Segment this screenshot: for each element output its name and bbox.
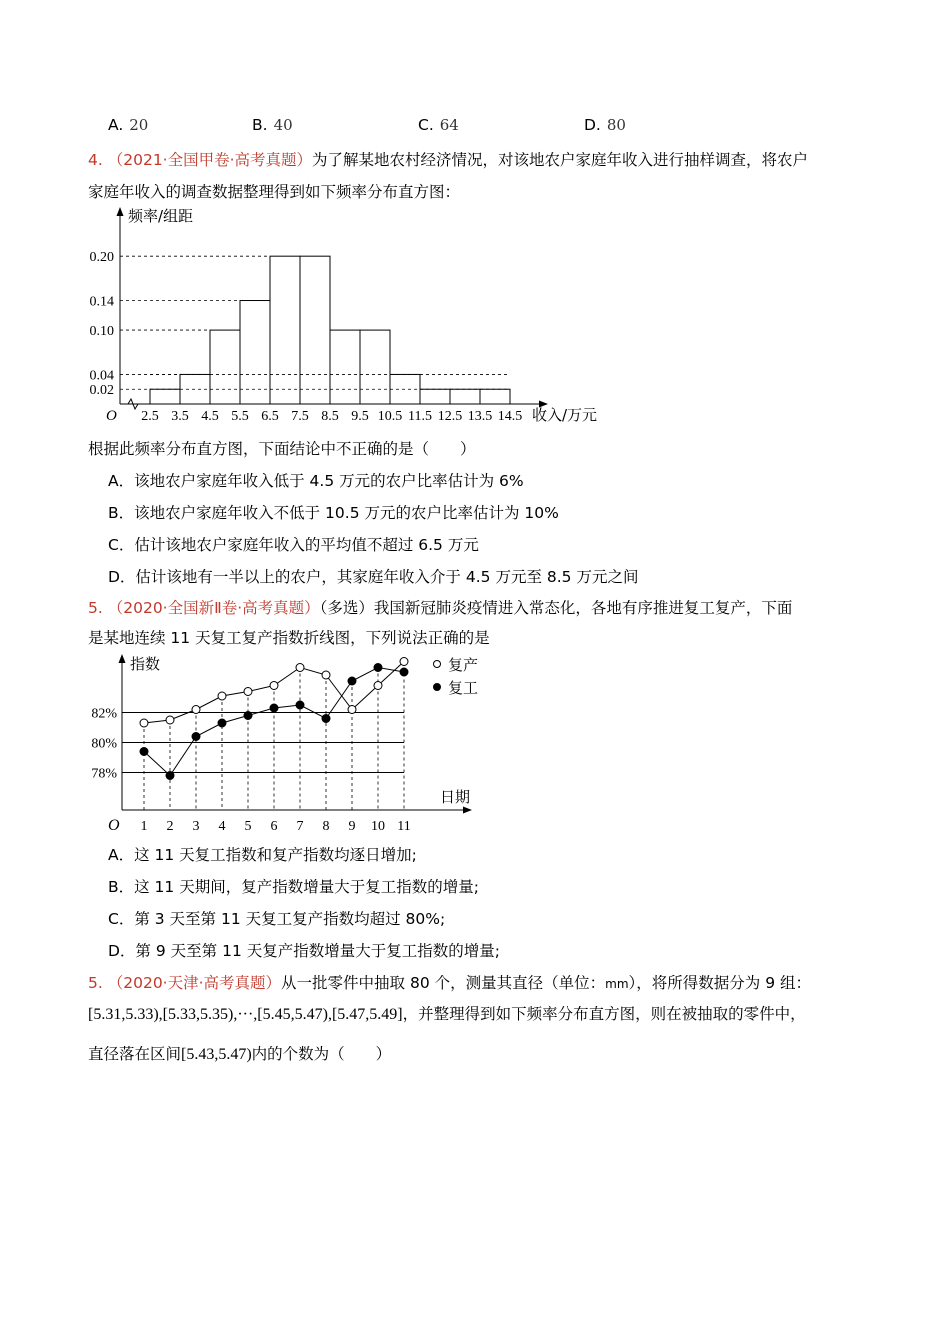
point-fugong: [348, 677, 356, 685]
q4-option-b: B．该地农户家庭年收入不低于 10.5 万元的农户比率估计为 10%: [108, 504, 559, 522]
y-tick-label: 0.04: [89, 368, 114, 384]
origin-label: O: [106, 408, 117, 424]
prev-option-d: [584, 116, 626, 134]
q5a-stem-line1: [88, 598, 792, 618]
legend-label: 复工: [448, 679, 479, 697]
option-value: 20: [129, 116, 149, 134]
y-axis-arrow: [117, 207, 124, 216]
y-tick-label: 0.02: [89, 383, 114, 399]
x-tick-label: 7.5: [291, 409, 309, 424]
point-fuchan: [296, 664, 304, 672]
y-axis-arrow: [119, 654, 126, 663]
point-fugong: [296, 701, 304, 709]
x-tick-label: 12.5: [437, 409, 463, 424]
x-tick-label: 6: [270, 819, 278, 834]
question-number: 5.: [88, 974, 103, 992]
q4-option-c: C．估计该地农户家庭年收入的平均值不超过 6.5 万元: [108, 536, 479, 554]
option-value: 40: [273, 116, 293, 134]
option-label: B.: [252, 116, 268, 134]
point-fugong: [322, 715, 330, 723]
unit-text: mm: [605, 977, 629, 991]
x-tick-label: 5.5: [231, 409, 249, 424]
legend-label: 复产: [448, 656, 479, 674]
origin-label: O: [108, 817, 120, 834]
point-fuchan: [322, 671, 330, 679]
interval-list: [5.31,5.33),[5.33,5.35),···,[5.45,5.47),[5.47,5.49]: [88, 1006, 403, 1023]
prev-option-a: [108, 116, 148, 134]
q5a-option-b: B．这 11 天期间，复产指数增量大于复工指数的增量;: [108, 878, 479, 896]
x-tick-label: 10.5: [377, 409, 403, 424]
x-axis-arrow: [463, 807, 472, 814]
x-tick-label: 9.5: [351, 409, 369, 424]
x-axis-label: 日期: [440, 788, 471, 806]
option-value: 80: [606, 116, 626, 134]
point-fuchan: [218, 692, 226, 700]
point-fuchan: [166, 716, 174, 724]
point-fuchan: [140, 719, 148, 727]
x-tick-label: 5: [244, 819, 252, 834]
x-tick-label: 11: [397, 819, 411, 834]
q5b-stem-line1: [88, 973, 811, 994]
question-source: （2021·全国甲卷·高考真题）: [107, 151, 313, 169]
point-fugong: [244, 712, 252, 720]
x-axis-label: 收入/万元: [532, 406, 598, 424]
interval-ask: [5.43,5.47): [181, 1046, 252, 1063]
legend-marker-filled: [434, 684, 441, 691]
question-source: （2020·全国新Ⅱ卷·高考真题）: [107, 599, 320, 617]
histogram-bar: [270, 256, 300, 404]
x-tick-label: 8: [322, 819, 330, 834]
y-tick-label: 80%: [91, 736, 117, 752]
q5b-stem-line3: [88, 1044, 391, 1065]
q5a-option-a: A．这 11 天复工指数和复产指数均逐日增加;: [108, 846, 417, 864]
y-axis-label: 频率/组距: [128, 207, 194, 225]
point-fuchan: [400, 658, 408, 666]
x-tick-label: 1: [140, 819, 148, 834]
q4-stem-line2: 家庭年收入的调查数据整理得到如下频率分布直方图：: [88, 183, 461, 201]
question-text: 从一批零件中抽取 80 个，测量其直径（单位：: [281, 974, 606, 992]
q5b-stem-line2: [88, 1004, 806, 1025]
x-tick-label: 9: [348, 819, 356, 834]
question-number: 4.: [88, 151, 103, 169]
q5a-option-c: C．第 3 天至第 11 天复工复产指数均超过 80%;: [108, 910, 446, 928]
x-tick-label: 7: [296, 819, 304, 834]
question-number: 5.: [88, 599, 103, 617]
question-text: 内的个数为（ ）: [251, 1045, 392, 1063]
q4-option-d: D．估计该地有一半以上的农户，其家庭年收入介于 4.5 万元至 8.5 万元之间: [108, 568, 639, 586]
q5a-option-d: D．第 9 天至第 11 天复产指数增量大于复工指数的增量;: [108, 942, 500, 960]
x-tick-label: 4.5: [201, 409, 219, 424]
question-text: （多选）我国新冠肺炎疫情进入常态化，各地有序推进复工复产，下面: [319, 599, 793, 617]
y-tick-label: 0.14: [89, 294, 114, 310]
question-text: ，并整理得到如下频率分布直方图，则在被抽取的零件中，: [402, 1005, 806, 1023]
x-tick-label: 6.5: [261, 409, 279, 424]
histogram-bar: [360, 330, 390, 404]
y-tick-label: 0.10: [89, 324, 114, 340]
option-value: 64: [439, 116, 459, 134]
q4-after-chart: 根据此频率分布直方图，下面结论中不正确的是（ ）: [88, 440, 476, 458]
option-label: A.: [108, 116, 124, 134]
y-tick-label: 82%: [91, 706, 117, 722]
question-text: ），将所得数据分为 9 组：: [628, 974, 811, 992]
x-tick-label: 2: [166, 819, 174, 834]
option-label: D.: [584, 116, 601, 134]
x-tick-label: 4: [218, 819, 226, 834]
histogram-bar: [240, 301, 270, 404]
x-tick-label: 8.5: [321, 409, 339, 424]
histogram-bar: [330, 330, 360, 404]
x-tick-label: 14.5: [497, 409, 523, 424]
point-fugong: [192, 733, 200, 741]
q4-stem-line1: [88, 150, 808, 170]
prev-option-c: [418, 116, 459, 134]
y-axis-label: 指数: [130, 655, 161, 673]
q5a-stem-line2: 是某地连续 11 天复工复产指数折线图，下列说法正确的是: [88, 629, 490, 647]
q4-option-a: A．该地农户家庭年收入低于 4.5 万元的农户比率估计为 6%: [108, 472, 524, 490]
point-fugong: [140, 748, 148, 756]
y-tick-label: 0.20: [89, 250, 114, 266]
point-fuchan: [244, 688, 252, 696]
question-text: 直径落在区间: [88, 1045, 182, 1063]
point-fugong: [400, 668, 408, 676]
point-fugong: [374, 664, 382, 672]
option-label: C.: [418, 116, 434, 134]
x-tick-label: 3: [192, 819, 200, 834]
point-fuchan: [192, 706, 200, 714]
x-tick-label: 3.5: [171, 409, 189, 424]
q5a-line-chart: [80, 650, 500, 840]
y-tick-label: 78%: [91, 766, 117, 782]
question-text: 为了解某地农村经济情况，对该地农户家庭年收入进行抽样调查，将农户: [312, 151, 809, 169]
x-tick-label: 11.5: [408, 409, 432, 424]
point-fuchan: [348, 706, 356, 714]
point-fugong: [166, 772, 174, 780]
legend-marker-open: [434, 661, 441, 668]
histogram-bar: [150, 389, 180, 404]
x-tick-label: 13.5: [467, 409, 493, 424]
histogram-bar: [210, 330, 240, 404]
x-tick-label: 10: [371, 819, 385, 834]
histogram-bar: [300, 256, 330, 404]
prev-option-b: [252, 116, 293, 134]
point-fuchan: [374, 682, 382, 690]
x-tick-label: 2.5: [141, 409, 159, 424]
point-fugong: [270, 704, 278, 712]
histogram-bar: [480, 389, 510, 404]
point-fugong: [218, 719, 226, 727]
histogram-bar: [420, 389, 450, 404]
histogram-bar: [450, 389, 480, 404]
point-fuchan: [270, 682, 278, 690]
q4-histogram: [80, 205, 620, 430]
question-source: （2020·天津·高考真题）: [107, 974, 282, 992]
